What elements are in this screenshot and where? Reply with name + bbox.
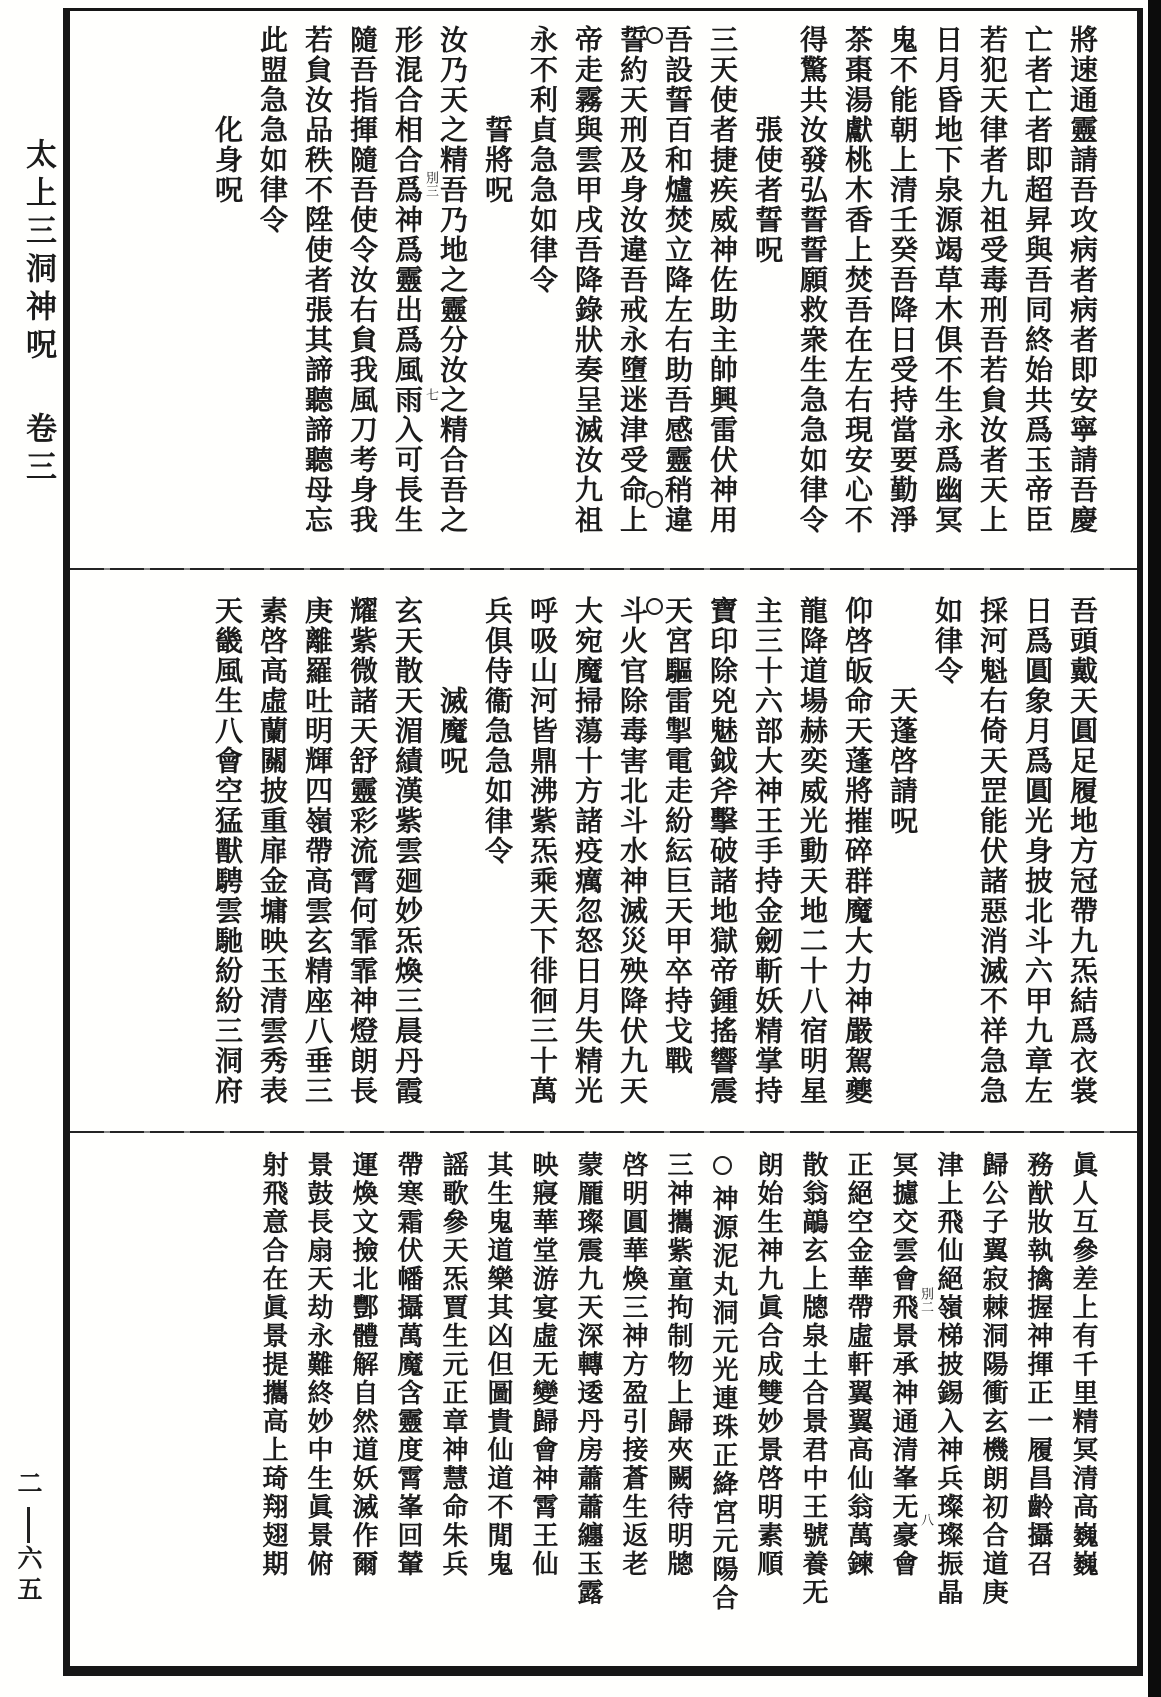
text-column: 日爲圓象月爲圓光身披北斗六甲九章左: [1021, 596, 1054, 1106]
text-column: 鬼不能朝上清壬癸吾降日受持當要勤淨: [886, 25, 919, 535]
text-column: 謡歌參天炁賈生元正章神慧命朱兵: [438, 1151, 468, 1579]
page-number: [8, 1470, 48, 1607]
text-column: 啓明圓華煥三神方盈引接蒼生返老: [618, 1151, 648, 1579]
separator-circle: [646, 491, 663, 508]
spell-title-column: 誓將呪: [481, 115, 514, 205]
text-column: 寶印除兇魅鉞斧擊破諸地獄帝鍾搖響震: [706, 596, 739, 1106]
page-number-dash: [27, 1507, 30, 1543]
text-column: 景鼓長扇天劫永難終妙中生眞景俯: [303, 1151, 333, 1579]
text-column: 冥攄交雲會飛景承神通清峯无豪會: [888, 1151, 918, 1579]
text-block-middle: [205, 596, 1105, 1128]
text-column: 歸公子翼寂棘洞陽衝玄機朗初合道庚: [978, 1151, 1008, 1607]
collation-note: 八: [918, 1512, 933, 1526]
text-column: 斗火官除毒害北斗水神滅災殃降伏九天: [610, 596, 655, 1128]
page-number-digit: 二: [14, 1470, 43, 1501]
register-divider-top: [70, 568, 1137, 570]
text-column: 汝乃天之精吾乃地之靈分汝之精合吾之 別三 七: [423, 25, 469, 535]
text-column: 茶棗湯獻桃木香上焚吾在左右現安心不: [841, 25, 874, 535]
text-column: 若貟汝品秩不陞使者張其諦聽諦聽母忘: [301, 25, 334, 535]
spell-title-column: 化身呪: [211, 115, 244, 205]
text-column: 日月昏地下泉源竭草木俱不生永爲幽冥: [931, 25, 964, 535]
text-column: 採河魁右倚天罡能伏諸惡消滅不祥急急: [976, 596, 1009, 1106]
text-column: 將速通靈請吾攻病者病者即安寧請吾慶: [1066, 25, 1099, 535]
text-block-bottom: [250, 1151, 1105, 1613]
text-column: 玄天散天湄績漢紫雲廻妙炁煥三晨丹霞: [391, 596, 424, 1106]
text-column: 耀紫微諸天舒靈彩流霄何霏霏神燈朗長: [346, 596, 379, 1106]
text-column: 兵俱侍衞急急如律令: [481, 596, 514, 866]
text-column: 素啓高虛蘭關披重扉金墉映玉清雲秀表: [256, 596, 289, 1106]
volume-label: 卷三: [20, 411, 56, 488]
text-column: 永不利貞急急如律令: [526, 25, 559, 295]
text-column: 朗始生神九眞合成雙妙景啓明素順: [753, 1151, 783, 1579]
text-column: 吾設誓百和爐焚立降左右助吾感靈稍違: [661, 25, 694, 535]
separator-circle: [646, 598, 663, 615]
spell-title-column: 滅魔呪: [436, 686, 469, 776]
text-column: 其生鬼道樂其凶但圖貴仙道不閒鬼: [483, 1151, 513, 1579]
text-column: 射飛意合在眞景提攜高上琦翔翅期: [258, 1151, 288, 1579]
text-column: 大宛魔掃蕩十方諸疫癘忽怒日月失精光: [571, 596, 604, 1106]
text-column: 正絕空金華帶虛軒翼翼高仙翁萬鍊: [843, 1151, 873, 1579]
collation-note: 別三: [423, 171, 438, 198]
text-column: 若犯天律者九祖受毒刑吾若貟汝者天上: [976, 25, 1009, 535]
spell-title-column: 天蓬啓請呪: [886, 686, 919, 836]
margin-title: [12, 138, 64, 488]
text-column: 如律令: [931, 596, 964, 686]
text-column: 得驚共汝發弘誓誓願救衆生急急如律令: [796, 25, 829, 535]
separator-circle: [646, 27, 663, 44]
text-column: 此盟急急如律令: [256, 25, 289, 235]
text-column: 神源泥丸洞元光連珠正絳宮元陽合: [700, 1151, 745, 1603]
separator-circle: [713, 1156, 732, 1175]
text-column: 三神攜紫童拘制物上歸夾闕待明牕: [663, 1151, 693, 1579]
text-column: 天宮驅雷掣電走紛紜巨天甲卒持戈戰: [661, 596, 694, 1076]
page-frame: [63, 8, 1143, 1676]
text-column: 龍降道場赫奕威光動天地二十八宿明星: [796, 596, 829, 1106]
register-divider-bottom: [70, 1131, 1137, 1133]
page-number-digit: 五: [14, 1576, 43, 1607]
scan-edge-strip: [1148, 0, 1161, 1697]
text-column: 天畿風生八會空猛獸騁雲馳紛紛三洞府: [211, 596, 244, 1106]
text-column: 帶寒霜伏幡攝萬魔含靈度霄峯回輦: [393, 1151, 423, 1579]
text-column: 亡者亡者即超昇與吾同終始共爲玉帝臣: [1021, 25, 1054, 535]
text-column: 散翁鶮玄上牕泉土合景君中王號養无: [798, 1151, 828, 1607]
book-title: 太上三洞神呪: [20, 138, 56, 366]
text-column: 蒙龎璨震九天深轉逶丹房蕭蕭纏玉露: [573, 1151, 603, 1607]
text-column: 庚離羅吐明輝四嶺帶高雲玄精座八垂三: [301, 596, 334, 1106]
text-column: 映寢華堂游宴虛无變歸會神霄王仙: [528, 1151, 558, 1579]
spell-title-column: 張使者誓呪: [751, 115, 784, 265]
text-column: 誓約天刑及身汝違吾戒永墮迷津受命上: [610, 25, 655, 567]
text-column: 三天使者捷疾威神佐助主帥興雷伏神用: [706, 25, 739, 535]
text-column: 運煥文撿北酆體解自然道妖滅作爾: [348, 1151, 378, 1579]
collation-note: 別二: [918, 1286, 933, 1313]
text-column: 眞人互參差上有千里精冥清高巍巍: [1068, 1151, 1098, 1579]
text-column: 形混合相合爲神爲靈出爲風雨入可長生: [391, 25, 424, 535]
text-block-top: [205, 25, 1105, 567]
collation-note: 七: [423, 388, 438, 402]
text-column: 隨吾指揮隨吾使令汝右貟我風刀考身我: [346, 25, 379, 535]
text-column: 仰啓皈命天蓬將摧碎群魔大力神嚴駕夔: [841, 596, 874, 1106]
text-column: 帝走霧與雲甲戌吾降錄狀奏呈滅汝九祖: [571, 25, 604, 535]
text-column: 主三十六部大神王手持金劒斬妖精掌持: [751, 596, 784, 1106]
text-column: 呼吸山河皆鼎沸紫炁乘天下徘徊三十萬: [526, 596, 559, 1106]
text-column: 務猷妝執擒握神揮正一履昌齡攝召: [1023, 1151, 1053, 1579]
page-number-digit: 六: [14, 1545, 43, 1576]
text-column: 吾頭戴天圓足履地方冠帶九炁結爲衣裳: [1066, 596, 1099, 1106]
text-column: 津上飛仙絕嶺梯披錫入神兵璨璨振晶 別二 八: [918, 1151, 963, 1607]
